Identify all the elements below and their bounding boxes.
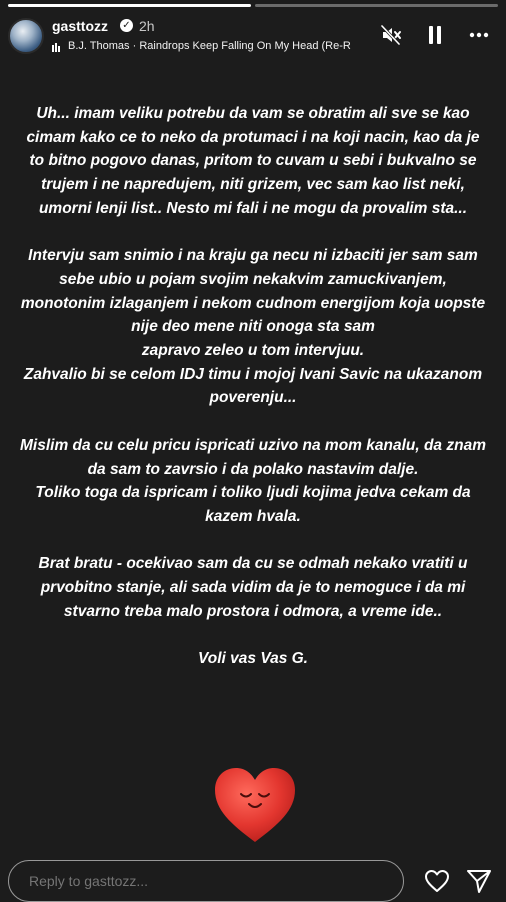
more-icon[interactable] [468,24,490,46]
story-controls [380,24,490,46]
music-attribution[interactable] [52,40,382,56]
text-paragraph-2: Intervju sam snimio i na kraju ga necu ni izbaciti jer sam sam sebe ubio u pojam svojim nekakvim zamuckivanjem, monotonim izlaganjem i nekom cudnom energijom koja uopste nije deo mene niti onoga sta sam [20,247,486,336]
progress-segment-2 [255,4,498,7]
text-paragraph-4: Brat bratu - ocekivao sam da cu se odmah nekako vratiti u prvobitno stanje, ali sada vidim da je to nemoguce i da mi stvarno treba malo prostora i odmora, a vreme ide.. [38,555,468,620]
story-progress [8,4,498,7]
story-footer [8,860,498,902]
text-paragraph-3: Mislim da cu celu pricu ispricati uzivo na mom kanalu, da znam da sam to zavrsio i da polako nastavim dalje. [20,436,486,478]
verified-badge-icon: ✓ [120,19,133,32]
music-bars-icon [52,40,62,52]
progress-segment-1 [8,4,251,7]
speaker-muted-icon[interactable] [380,24,402,46]
text-paragraph-2c: Zahvalio bi se celom IDJ timu i mojoj Ivani Savic na ukazanom poverenju... [23,365,483,407]
story-text [20,102,486,671]
story-header [8,14,498,58]
reply-input[interactable] [8,860,404,902]
avatar[interactable] [8,18,44,54]
post-time: 2h [139,18,155,34]
signoff-text: Voli vas Vas G. [198,650,308,668]
text-paragraph-1: Uh... imam veliku potrebu da vam se obratim ali sve se kao cimam kako ce to neko da protumaci i na koji nacin, kao da je to bitno pogovo danas, pritom to cuvam u sebi i bukvalno se trujem i ne napredujem, niti grizem, vec sam kao list neki, umorni lenji list.. Nesto mi fali i ne mogu da provalim sta... [26,105,480,217]
heart-outline-icon[interactable] [424,869,450,893]
username[interactable]: gasttozz [52,18,108,34]
text-paragraph-2b: zapravo zeleo u tom intervjuu. [141,342,365,360]
pause-icon[interactable] [424,24,446,46]
text-paragraph-3b: Toliko toga da ispricam i toliko ljudi kojima jedva cekam da kazem hvala. [35,484,471,525]
send-icon[interactable] [466,868,492,894]
music-title: B.J. Thomas · Raindrops Keep Falling On My Head (Re-R [68,40,351,52]
smiling-heart-icon [211,764,299,846]
